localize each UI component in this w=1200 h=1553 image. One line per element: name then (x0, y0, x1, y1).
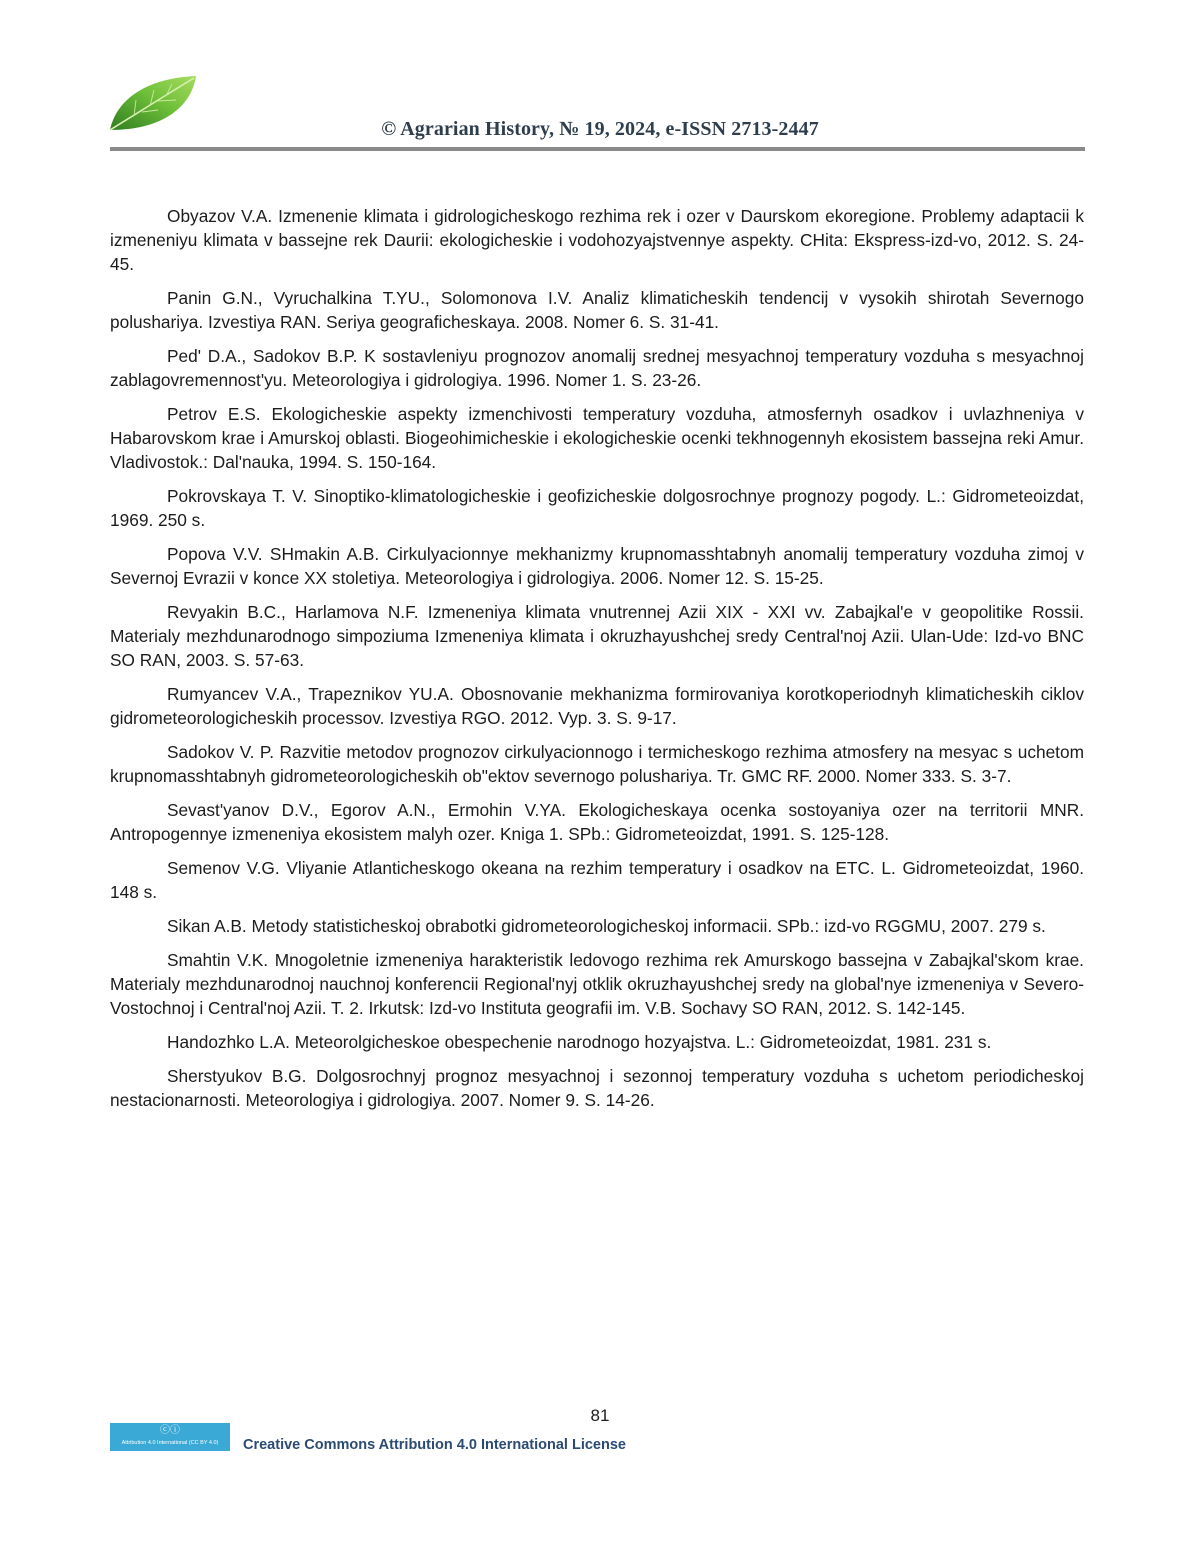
reference-item: Rumyancev V.A., Trapeznikov YU.A. Obosnovanie mekhanizma formirovaniya korotkoperiodnyh klimaticheskih ciklov gidrometeorologicheskih processov. Izvestiya RGO. 2012. Vyp. 3. S. 9-17. (110, 684, 1084, 728)
header-divider (110, 147, 1085, 151)
reference-item: Pokrovskaya T. V. Sinoptiko-klimatologicheskie i geofizicheskie dolgosrochnye prognozy pogody. L.: Gidrometeoizdat, 1969. 250 s. (110, 486, 1084, 530)
reference-item: Sherstyukov B.G. Dolgosrochnyj prognoz mesyachnoj i sezonnoj temperatury vozduha s uchetom periodicheskoj nestacionarnosti. Meteorologiya i gidrologiya. 2007. Nomer 9. S. 14-26. (110, 1066, 1084, 1110)
reference-item: Obyazov V.A. Izmenenie klimata i gidrologicheskogo rezhima rek i ozer v Daurskom ekoregione. Problemy adaptacii k izmeneniyu klimata v bassejne rek Daurii: ekologicheskie i vodohozyajstvennye aspekty. CHita: Ekspress-izd-vo, 2012. S. 24-45. (110, 206, 1084, 274)
cc-badge-text: Attribution 4.0 International (CC BY 4.0) (121, 1440, 219, 1446)
reference-item: Panin G.N., Vyruchalkina T.YU., Solomonova I.V. Analiz klimaticheskih tendencij v vysokih shirotah Severnogo polushariya. Izvestiya RAN. Seriya geograficheskaya. 2008. Nomer 6. S. 31-41. (110, 288, 1084, 332)
reference-item: Sikan A.B. Metody statisticheskoj obrabotki gidrometeorologicheskoj informacii. SPb.: izd-vo RGGMU, 2007. 279 s. (167, 916, 1046, 936)
cc-by-icon: ⓒⓘ (160, 1425, 180, 1436)
reference-item: Ped' D.A., Sadokov B.P. K sostavleniyu prognozov anomalij srednej mesyachnoj temperatury vozduha s mesyachnoj zablagovremennost'yu. Meteorologiya i gidrologiya. 1996. Nomer 1. S. 23-26. (110, 346, 1084, 390)
journal-title: © Agrarian History, № 19, 2024, e-ISSN 2713-2447 (381, 118, 819, 140)
reference-item: Popova V.V. SHmakin A.B. Cirkulyacionnye mekhanizmy krupnomasshtabnyh anomalij temperatury vozduha zimoj v Severnoj Evrazii v konce XX stoletiya. Meteorologiya i gidrologiya. 2006. Nomer 12. S. 15-25. (110, 544, 1084, 588)
reference-item: Smahtin V.K. Mnogoletnie izmeneniya harakteristik ledovogo rezhima rek Amurskogo bassejna v Zabajkal'skom krae. Materialy mezhdunarodnoj nauchnoj konferencii Regional'nyj otklik okruzhayushchej sredy na global'nye izmeneniya v Severo-Vostochnoj i Central'noj Azii. T. 2. Irkutsk: Izd-vo Instituta geografii im. V.B. Sochavy SO RAN, 2012. S. 142-145. (110, 950, 1084, 1018)
reference-item: Revyakin B.C., Harlamova N.F. Izmeneniya klimata vnutrennej Azii XIX - XXI vv. Zabajkal'e v geopolitike Rossii. Materialy mezhdunarodnogo simpoziuma Izmeneniya klimata i okruzhayushchej sredy Central'noj Azii. Ulan-Ude: Izd-vo BNC SO RAN, 2003. S. 57-63. (110, 602, 1084, 670)
reference-item: Handozhko L.A. Meteorolgicheskoe obespechenie narodnogo hozyajstva. L.: Gidrometeoizdat, 1981. 231 s. (167, 1032, 992, 1052)
page-number: 81 (590, 1406, 610, 1425)
references-list (110, 204, 1084, 1122)
license-link[interactable]: Creative Commons Attribution 4.0 International License (243, 1437, 626, 1453)
reference-item: Petrov E.S. Ekologicheskie aspekty izmenchivosti temperatury vozduha, atmosfernyh osadkov i uvlazhneniya v Habarovskom krae i Amurskoj oblasti. Biogeohimicheskie i ekologicheskie ocenki tekhnogennyh ekosistem bassejna reki Amur. Vladivostok.: Dal'nauka, 1994. S. 150-164. (110, 404, 1084, 472)
reference-item: Sevast'yanov D.V., Egorov A.N., Ermohin V.YA. Ekologicheskaya ocenka sostoyaniya ozer na territorii MNR. Antropogennye izmeneniya ekosistem malyh ozer. Kniga 1. SPb.: Gidrometeoizdat, 1991. S. 125-128. (110, 800, 1084, 844)
cc-by-license-badge[interactable] (110, 1423, 230, 1451)
reference-item: Semenov V.G. Vliyanie Atlanticheskogo okeana na rezhim temperatury i osadkov na ETC. L. Gidrometeoizdat, 1960. 148 s. (110, 858, 1084, 902)
reference-item: Sadokov V. P. Razvitie metodov prognozov cirkulyacionnogo i termicheskogo rezhima atmosfery na mesyac s uchetom krupnomasshtabnyh gidrometeorologicheskih ob"ektov severnogo polushariya. Tr. GMC RF. 2000. Nomer 333. S. 3-7. (110, 742, 1084, 786)
